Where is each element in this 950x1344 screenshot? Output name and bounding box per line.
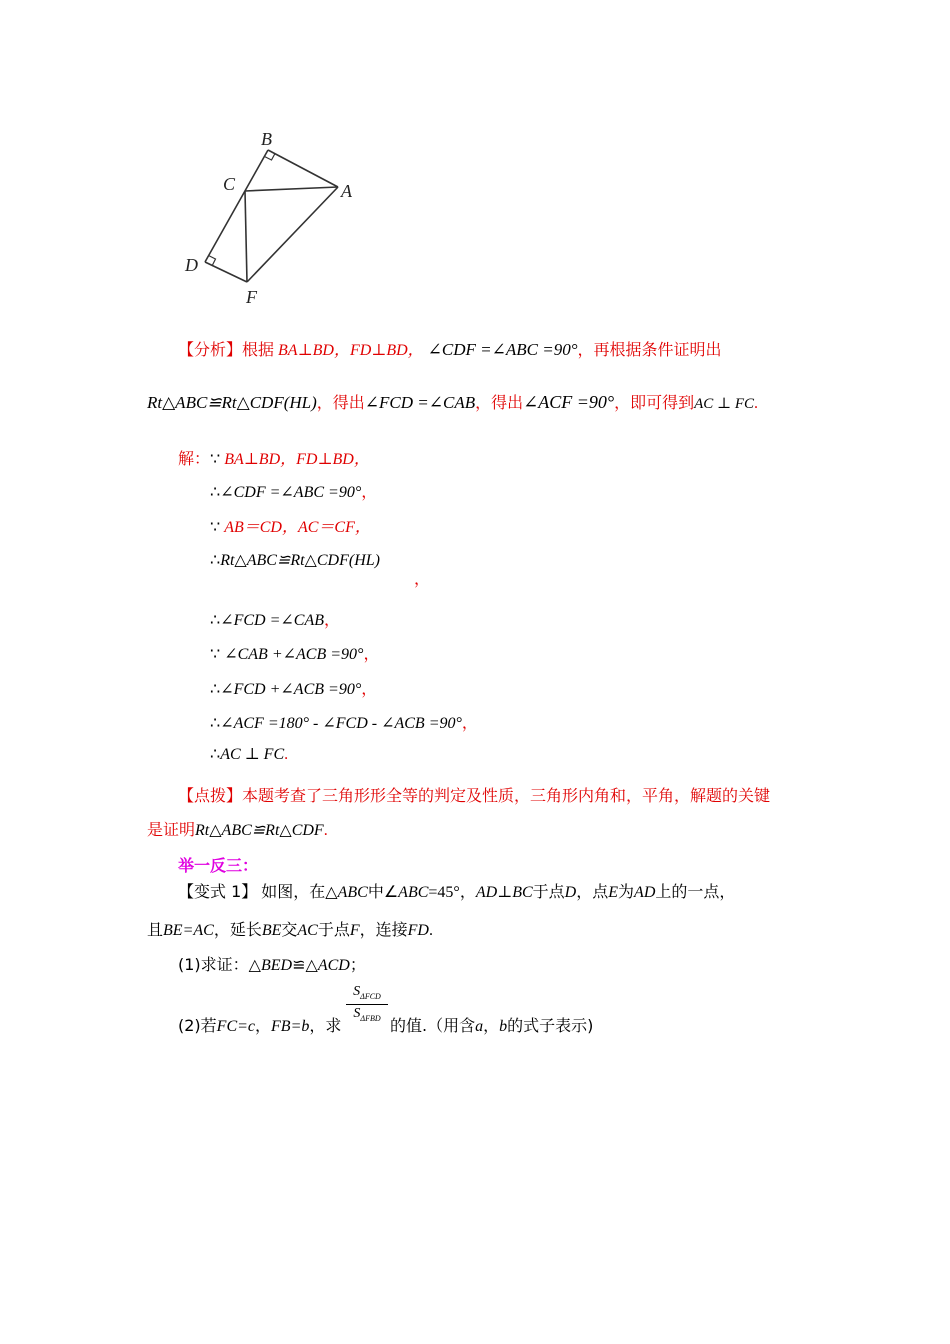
problem-text-2e: 交 bbox=[281, 920, 298, 939]
solution-step-3: AB＝CD，AC＝CF， bbox=[224, 519, 371, 536]
segment-BD bbox=[205, 150, 268, 262]
solution-line-1 bbox=[178, 446, 370, 469]
analysis-text-5: ，即可得到 bbox=[614, 393, 695, 412]
question-2-text-a: (2)若 bbox=[178, 1016, 217, 1035]
question-1-text-e: ； bbox=[349, 955, 366, 974]
fraction-denominator: S bbox=[353, 1006, 361, 1021]
because-symbol: ∵ bbox=[210, 519, 221, 536]
because-symbol: ∵ bbox=[210, 451, 221, 468]
problem-math-1b: ABC bbox=[337, 884, 368, 901]
problem-text-1i: 于点 bbox=[532, 882, 565, 901]
solution-step-4: Rt△ABC≌Rt△CDF(HL) bbox=[220, 552, 380, 569]
segment-DF bbox=[205, 262, 247, 282]
problem-math-2b: BE=AC bbox=[163, 922, 214, 939]
problem-text-2k: . bbox=[428, 922, 433, 939]
solution-line-6 bbox=[210, 641, 379, 664]
remark-line-1 bbox=[178, 783, 770, 806]
remark-text-2: 是证明 bbox=[147, 820, 196, 839]
question-2-text-e: ，求 bbox=[309, 1016, 342, 1035]
therefore-symbol: ∴ bbox=[210, 746, 221, 763]
practice-heading: 举一反三： bbox=[178, 856, 259, 875]
problem-text-2c: ，延长 bbox=[213, 920, 262, 939]
solution-step-6: ∠CAB +∠ACB =90° bbox=[224, 646, 364, 663]
analysis-text-3: ，得出 bbox=[316, 393, 365, 412]
fraction-numerator: S bbox=[353, 984, 361, 999]
problem-math-2h: F bbox=[349, 922, 360, 939]
problem-math-2f: AC bbox=[297, 922, 318, 939]
solution-comma-8: ， bbox=[461, 715, 478, 732]
analysis-text-4: ，得出 bbox=[475, 393, 524, 412]
remark-line-2 bbox=[147, 817, 328, 840]
solution-head: 解： bbox=[178, 449, 211, 468]
solution-step-9: AC ⊥ FC bbox=[220, 746, 285, 763]
practice-line-2 bbox=[147, 917, 433, 940]
solution-comma-6: ， bbox=[363, 646, 380, 663]
analysis-text-2: ，再根据条件证明出 bbox=[577, 340, 722, 359]
problem-text-1g: ⊥ bbox=[497, 884, 513, 901]
analysis-math-2: ∠CDF =∠ABC =90° bbox=[427, 340, 578, 359]
problem-math-1l: E bbox=[608, 884, 619, 901]
analysis-math-1: BA⊥BD，FD⊥BD， bbox=[278, 342, 424, 359]
question-2-math-d: FB=b bbox=[271, 1018, 310, 1035]
remark-text-1: 本题考查了三角形形全等的判定及性质，三角形内角和，平角，解题的关键 bbox=[242, 786, 771, 805]
segment-BA bbox=[268, 150, 338, 187]
problem-math-1n: AD bbox=[634, 884, 656, 901]
because-symbol: ∵ bbox=[210, 646, 221, 663]
remark-math-1: Rt△ABC≌Rt△CDF bbox=[195, 822, 324, 839]
segment-CA bbox=[245, 187, 338, 191]
problem-math-1h: BC bbox=[512, 884, 533, 901]
analysis-tag: 【分析】 bbox=[178, 340, 243, 359]
segment-CF bbox=[245, 191, 247, 282]
analysis-line-2 bbox=[147, 390, 758, 413]
variant-tag: 【变式 1】 bbox=[178, 882, 258, 901]
problem-text-2i: ，连接 bbox=[359, 920, 408, 939]
question-2 bbox=[178, 1013, 341, 1036]
label-B: B bbox=[261, 129, 272, 149]
solution-period-9: . bbox=[284, 746, 289, 763]
question-1 bbox=[178, 952, 366, 975]
geometry-figure bbox=[175, 125, 375, 310]
problem-text-1k: ，点 bbox=[576, 882, 609, 901]
question-1-math-d: ACD bbox=[317, 957, 350, 974]
problem-text-1o: 上的一点， bbox=[655, 882, 736, 901]
analysis-math-4: ∠FCD =∠CAB bbox=[364, 393, 476, 412]
solution-step-7: ∠FCD +∠ACB =90° bbox=[220, 681, 362, 698]
label-F: F bbox=[246, 287, 257, 307]
fraction-bar bbox=[346, 1004, 388, 1005]
remark-period: . bbox=[323, 822, 328, 839]
solution-line-7 bbox=[210, 676, 377, 699]
solution-comma-5: ， bbox=[324, 612, 341, 629]
question-2-math-b: FC=c bbox=[216, 1018, 256, 1035]
question-2-text-j: 的式子表示) bbox=[507, 1016, 594, 1035]
problem-math-1d: ABC bbox=[398, 884, 429, 901]
question-2-math-g: a bbox=[475, 1018, 484, 1035]
problem-text-1c: 中∠ bbox=[367, 882, 399, 901]
practice-line-1 bbox=[178, 879, 735, 902]
problem-text-1a: 如图，在△ bbox=[261, 882, 338, 901]
question-1-text-c: ≌△ bbox=[292, 957, 318, 974]
solution-line-3 bbox=[210, 514, 371, 537]
analysis-line-1 bbox=[178, 337, 722, 360]
therefore-symbol: ∴ bbox=[210, 715, 221, 732]
solution-step-5: ∠FCD =∠CAB bbox=[220, 612, 325, 629]
question-1-text-a: (1)求证：△ bbox=[178, 955, 261, 974]
solution-step-8: ∠ACF =180° - ∠FCD - ∠ACB =90° bbox=[220, 715, 462, 732]
solution-comma-7: ， bbox=[361, 681, 378, 698]
problem-text-1m: 为 bbox=[618, 882, 635, 901]
solution-comma-2: ， bbox=[361, 484, 378, 501]
question-2-text-f: 的值.（用含 bbox=[390, 1016, 476, 1035]
therefore-symbol: ∴ bbox=[210, 552, 221, 569]
question-1-math-b: BED bbox=[260, 957, 293, 974]
problem-math-1f: AD bbox=[475, 884, 498, 901]
problem-text-2g: 于点 bbox=[317, 920, 350, 939]
solution-line-9 bbox=[210, 744, 288, 764]
analysis-text-1: 根据 bbox=[242, 340, 275, 359]
problem-text-2a: 且 bbox=[147, 920, 164, 939]
therefore-symbol: ∴ bbox=[210, 484, 221, 501]
analysis-math-3: Rt△ABC≌Rt△CDF(HL) bbox=[147, 393, 317, 412]
fraction-numerator-sub: ΔFCD bbox=[360, 991, 381, 1001]
solution-step-1: BA⊥BD，FD⊥BD， bbox=[224, 451, 370, 468]
solution-line-2 bbox=[210, 479, 377, 502]
analysis-math-6: AC ⊥ FC bbox=[694, 396, 755, 412]
label-C: C bbox=[223, 174, 236, 194]
fraction-denominator-sub: ΔFBD bbox=[360, 1013, 381, 1023]
problem-math-2j: FD bbox=[407, 922, 429, 939]
question-2-math-i: b bbox=[499, 1018, 508, 1035]
label-D: D bbox=[185, 255, 198, 275]
segment-AF bbox=[247, 187, 338, 282]
label-A: A bbox=[341, 181, 352, 201]
question-2-text-c: ， bbox=[255, 1016, 272, 1035]
solution-line-5 bbox=[210, 607, 340, 630]
solution-line-4 bbox=[210, 550, 380, 570]
remark-tag: 【点拨】 bbox=[178, 786, 243, 805]
analysis-math-5: ∠ACF =90° bbox=[523, 392, 615, 412]
problem-math-1j: D bbox=[564, 884, 577, 901]
analysis-period: . bbox=[754, 395, 759, 412]
problem-math-2d: BE bbox=[261, 922, 282, 939]
question-2-text-h: ， bbox=[483, 1016, 500, 1035]
therefore-symbol: ∴ bbox=[210, 681, 221, 698]
solution-line-8 bbox=[210, 710, 478, 733]
solution-comma-4: ， bbox=[414, 571, 431, 588]
problem-text-1e: =45°， bbox=[428, 884, 476, 901]
area-ratio-fraction bbox=[345, 984, 389, 1030]
therefore-symbol: ∴ bbox=[210, 612, 221, 629]
question-2-tail bbox=[390, 1013, 593, 1036]
solution-step-2: ∠CDF =∠ABC =90° bbox=[220, 484, 362, 501]
